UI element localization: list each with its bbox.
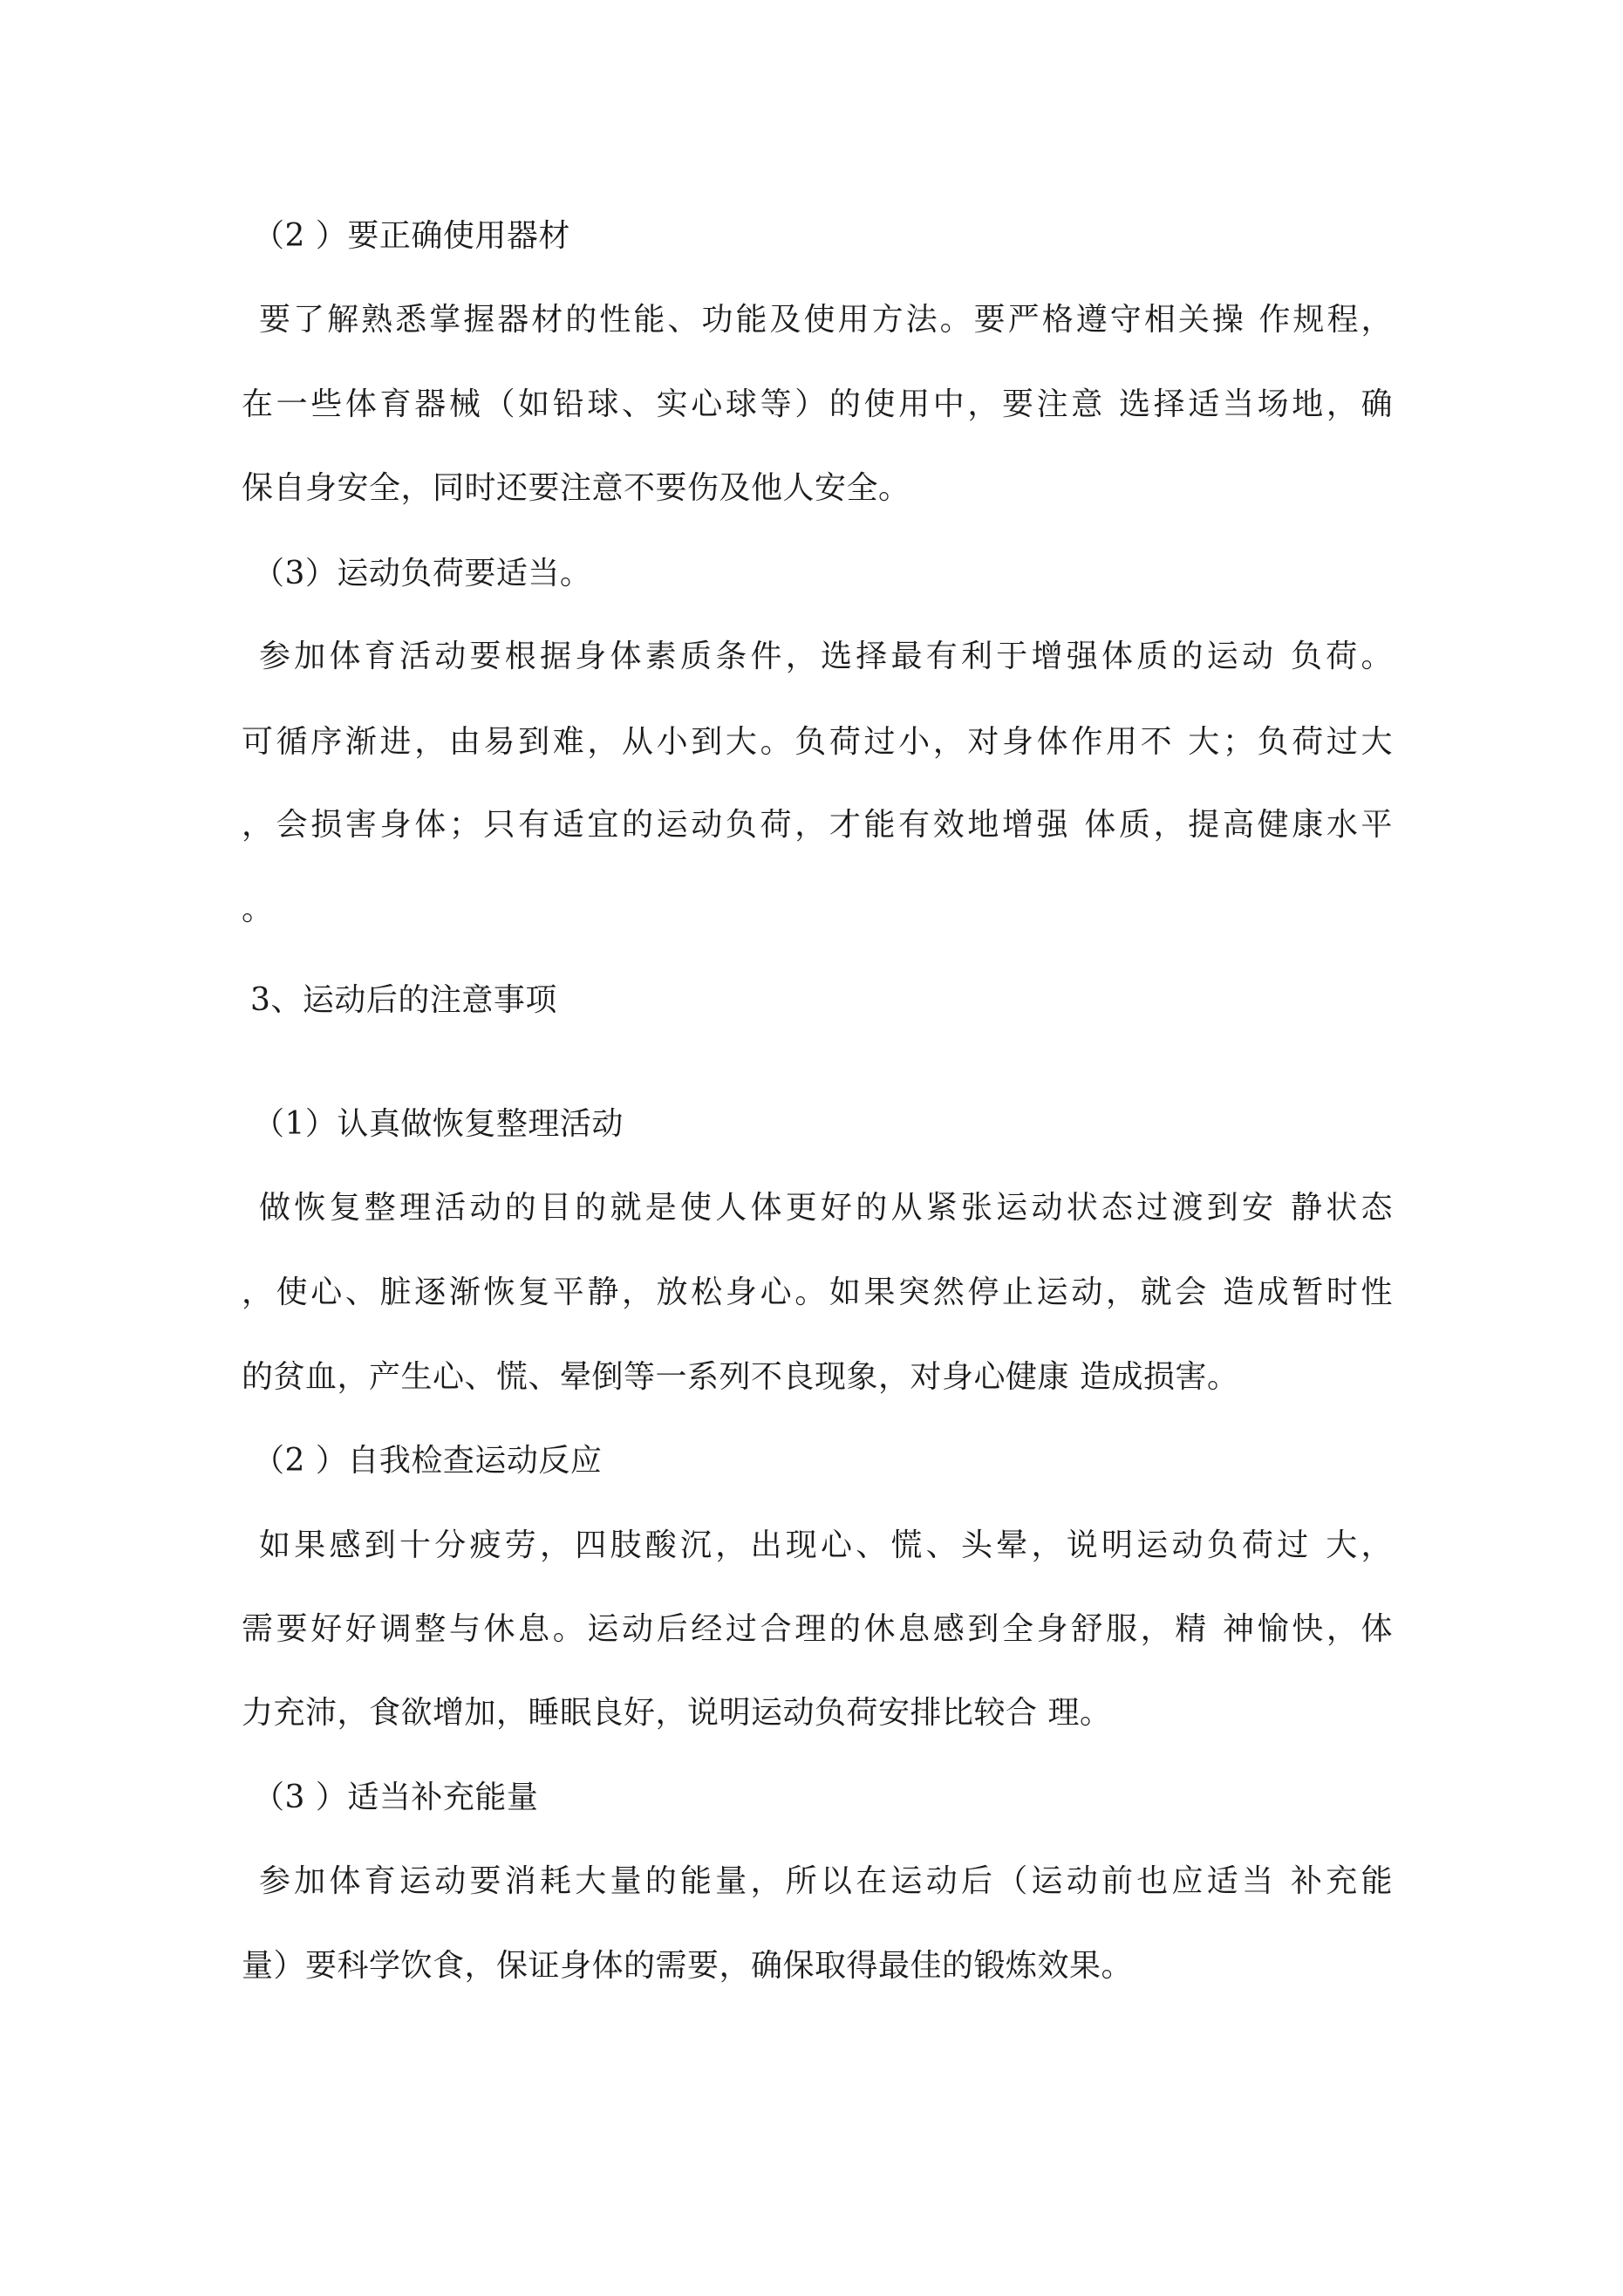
section-heading-equipment: （2 ）要正确使用器材: [253, 218, 570, 254]
section-3-heading: 3、运动后的注意事项: [250, 982, 557, 1018]
paragraph-line: 量）要科学饮食，保证身体的需要，确保取得最佳的锻炼效果。: [242, 1948, 1134, 1984]
paragraph-line: 。: [242, 892, 274, 927]
subsection-heading-recovery: （1）认真做恢复整理活动: [253, 1106, 624, 1142]
paragraph-line: 参加体育运动要消耗大量的能量，所以在运动后（运动前也应适当 补充能: [259, 1863, 1393, 1899]
paragraph-line: 可循序渐进，由易到难，从小到大。负荷过小，对身体作用不 大；负荷过大: [242, 724, 1393, 760]
paragraph-line: 的贫血，产生心、慌、晕倒等一系列不良现象，对身心健康 造成损害。: [242, 1359, 1239, 1395]
section-heading-load: （3）运动负荷要适当。: [253, 556, 592, 591]
subsection-heading-energy: （3 ）适当补充能量: [253, 1780, 539, 1815]
paragraph-line: 做恢复整理活动的目的就是使人体更好的从紧张运动状态过渡到安 静状态: [259, 1190, 1393, 1226]
paragraph-line: 如果感到十分疲劳，四肢酸沉，出现心、慌、头晕，说明运动负荷过 大，: [259, 1527, 1393, 1563]
paragraph-line: 保自身安全，同时还要注意不要伤及他人安全。: [242, 470, 910, 506]
paragraph-line: ，会损害身体；只有适宜的运动负荷，才能有效地增强 体质，提高健康水平: [242, 807, 1393, 843]
subsection-heading-self-check: （2 ）自我检查运动反应: [253, 1443, 603, 1479]
paragraph-line: 要了解熟悉掌握器材的性能、功能及使用方法。要严格遵守相关操 作规程，: [259, 302, 1393, 338]
paragraph-line: 在一些体育器械（如铅球、实心球等）的使用中，要注意 选择适当场地，确: [242, 386, 1393, 422]
paragraph-line: 力充沛，食欲增加，睡眠良好，说明运动负荷安排比较合 理。: [242, 1695, 1112, 1731]
paragraph-line: ，使心、脏逐渐恢复平静，放松身心。如果突然停止运动，就会 造成暂时性: [242, 1274, 1393, 1310]
paragraph-line: 参加体育活动要根据身体素质条件，选择最有利于增强体质的运动 负荷。: [259, 639, 1393, 674]
paragraph-line: 需要好好调整与休息。运动后经过合理的休息感到全身舒服，精 神愉快，体: [242, 1611, 1393, 1647]
